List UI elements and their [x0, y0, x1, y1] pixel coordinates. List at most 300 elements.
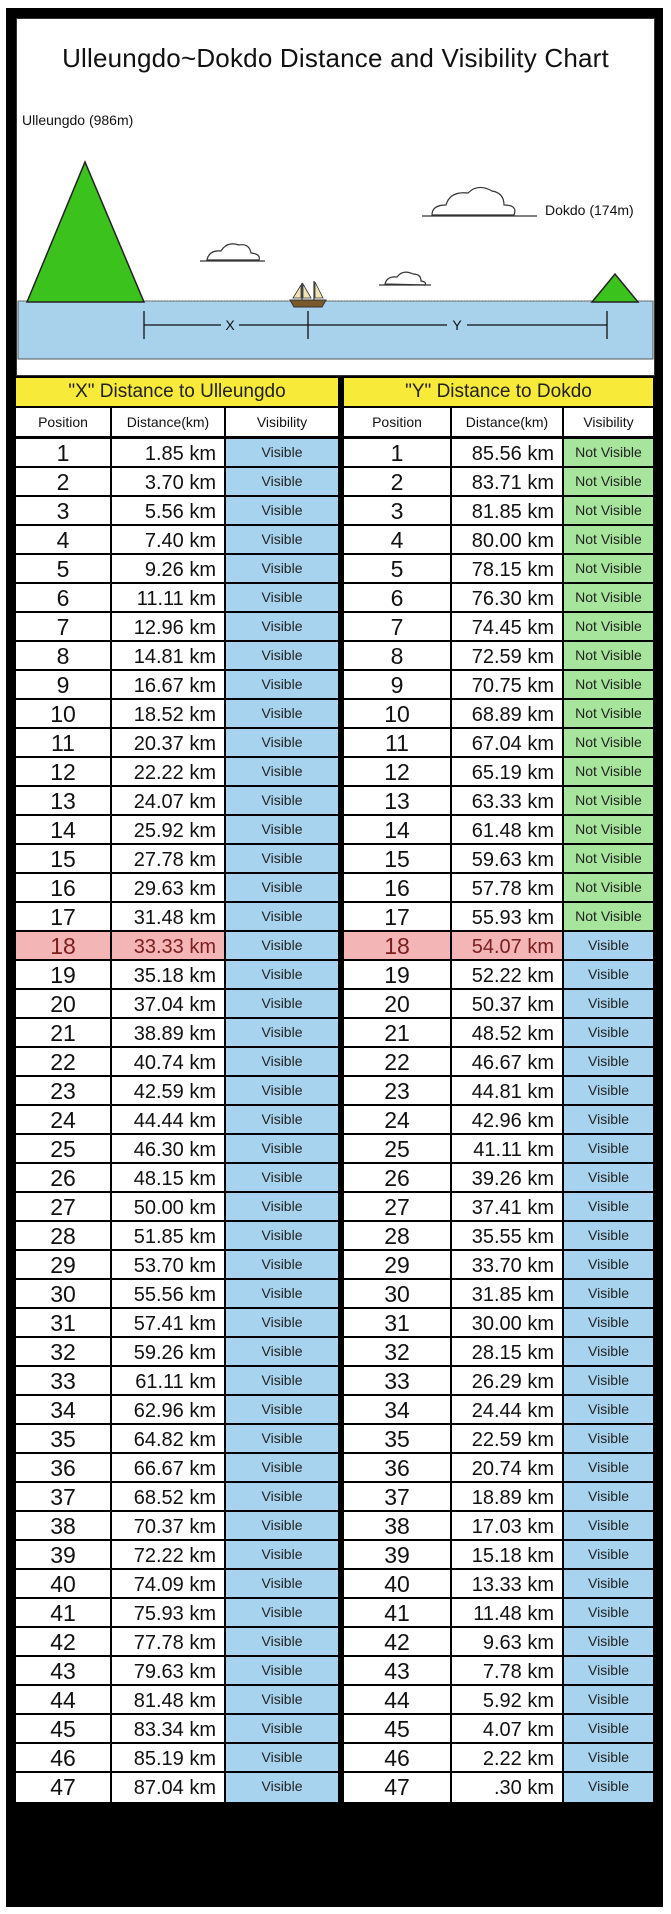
distance-cell: 11.48 km: [452, 1599, 564, 1626]
position-cell: 43: [344, 1657, 452, 1684]
distance-cell: 52.22 km: [452, 961, 564, 988]
table-row: [344, 845, 653, 874]
visibility-badge: Not Visible: [564, 903, 653, 930]
position-cell: 38: [344, 1512, 452, 1539]
visibility-badge: Visible: [226, 932, 338, 959]
position-cell: 29: [344, 1251, 452, 1278]
position-cell: 33: [16, 1367, 112, 1394]
position-cell: 17: [16, 903, 112, 930]
position-cell: 29: [16, 1251, 112, 1278]
distance-cell: 22.59 km: [452, 1425, 564, 1452]
table-row: [344, 729, 653, 758]
distance-cell: 24.07 km: [112, 787, 226, 814]
distance-cell: 61.11 km: [112, 1367, 226, 1394]
position-cell: 3: [344, 497, 452, 524]
ulleungdo-label: Ulleungdo (986m): [22, 112, 134, 128]
table-row: [344, 1135, 653, 1164]
position-cell: 5: [344, 555, 452, 582]
table-row: [16, 1657, 338, 1686]
table-row: [344, 1077, 653, 1106]
position-cell: 32: [344, 1338, 452, 1365]
position-cell: 25: [344, 1135, 452, 1162]
table-row: [344, 1715, 653, 1744]
table-y: [344, 378, 653, 1802]
position-cell: 4: [16, 526, 112, 553]
position-cell: 34: [16, 1396, 112, 1423]
visibility-badge: Not Visible: [564, 613, 653, 640]
table-row: [16, 932, 338, 961]
table-row: [344, 468, 653, 497]
visibility-badge: Visible: [226, 1135, 338, 1162]
position-cell: 25: [16, 1135, 112, 1162]
position-cell: 46: [16, 1744, 112, 1771]
visibility-badge: Visible: [226, 1396, 338, 1423]
distance-cell: 13.33 km: [452, 1570, 564, 1597]
visibility-badge: Visible: [564, 1512, 653, 1539]
visibility-badge: Visible: [564, 1541, 653, 1568]
position-cell: 21: [16, 1019, 112, 1046]
visibility-badge: Not Visible: [564, 758, 653, 785]
distance-cell: 35.55 km: [452, 1222, 564, 1249]
position-cell: 45: [344, 1715, 452, 1742]
position-cell: 6: [344, 584, 452, 611]
visibility-badge: Visible: [226, 642, 338, 669]
position-cell: 27: [16, 1193, 112, 1220]
visibility-badge: Visible: [226, 816, 338, 843]
table-row: [16, 1686, 338, 1715]
table-x: [16, 378, 338, 1802]
table-row: [16, 555, 338, 584]
position-cell: 20: [16, 990, 112, 1017]
distance-cell: 1.85 km: [112, 439, 226, 466]
table-row: [16, 990, 338, 1019]
visibility-badge: Visible: [226, 1425, 338, 1452]
table-row: [16, 1425, 338, 1454]
visibility-badge: Visible: [564, 1686, 653, 1713]
position-cell: 15: [344, 845, 452, 872]
visibility-badge: Visible: [564, 1773, 653, 1802]
position-cell: 27: [344, 1193, 452, 1220]
distance-cell: 18.52 km: [112, 700, 226, 727]
visibility-badge: Visible: [226, 1570, 338, 1597]
table-row: [344, 1309, 653, 1338]
visibility-badge: Visible: [564, 1396, 653, 1423]
table-row: [344, 1686, 653, 1715]
distance-cell: 41.11 km: [452, 1135, 564, 1162]
distance-cell: 57.78 km: [452, 874, 564, 901]
position-cell: 33: [344, 1367, 452, 1394]
table-row: [344, 1773, 653, 1802]
visibility-badge: Visible: [226, 497, 338, 524]
visibility-badge: Visible: [564, 1744, 653, 1771]
position-cell: 3: [16, 497, 112, 524]
distance-cell: 33.70 km: [452, 1251, 564, 1278]
visibility-badge: Visible: [564, 932, 653, 959]
distance-cell: 4.07 km: [452, 1715, 564, 1742]
position-cell: 15: [16, 845, 112, 872]
position-cell: 22: [16, 1048, 112, 1075]
visibility-badge: Visible: [226, 1744, 338, 1771]
table-row: [16, 671, 338, 700]
position-cell: 7: [344, 613, 452, 640]
table-row: [16, 787, 338, 816]
visibility-badge: Visible: [226, 1367, 338, 1394]
position-cell: 1: [344, 439, 452, 466]
visibility-badge: Visible: [564, 1570, 653, 1597]
visibility-badge: Visible: [564, 990, 653, 1017]
table-row: [344, 1541, 653, 1570]
position-cell: 7: [16, 613, 112, 640]
table-row: [16, 1773, 338, 1802]
table-row: [16, 497, 338, 526]
table-row: [16, 700, 338, 729]
position-cell: 40: [16, 1570, 112, 1597]
distance-cell: 15.18 km: [452, 1541, 564, 1568]
visibility-badge: Visible: [226, 1657, 338, 1684]
table-row: [344, 439, 653, 468]
distance-cell: 39.26 km: [452, 1164, 564, 1191]
table-row: [344, 1251, 653, 1280]
position-cell: 32: [16, 1338, 112, 1365]
visibility-badge: Not Visible: [564, 845, 653, 872]
dokdo-label: Dokdo (174m): [545, 202, 634, 218]
visibility-badge: Visible: [564, 1280, 653, 1307]
visibility-badge: Visible: [226, 1483, 338, 1510]
visibility-badge: Not Visible: [564, 584, 653, 611]
header-visibility: Visibility: [256, 414, 308, 430]
distance-cell: 67.04 km: [452, 729, 564, 756]
table-row: [344, 1338, 653, 1367]
visibility-badge: Visible: [226, 729, 338, 756]
table-row: [16, 1019, 338, 1048]
distance-cell: 50.37 km: [452, 990, 564, 1017]
distance-cell: 2.22 km: [452, 1744, 564, 1771]
distance-cell: 5.92 km: [452, 1686, 564, 1713]
x-label: X: [225, 317, 235, 333]
distance-cell: 76.30 km: [452, 584, 564, 611]
table-row: [16, 1135, 338, 1164]
table-row: [344, 1628, 653, 1657]
position-cell: 2: [344, 468, 452, 495]
position-cell: 2: [16, 468, 112, 495]
table-row: [16, 816, 338, 845]
distance-cell: 37.41 km: [452, 1193, 564, 1220]
position-cell: 35: [16, 1425, 112, 1452]
distance-cell: 78.15 km: [452, 555, 564, 582]
position-cell: 26: [344, 1164, 452, 1191]
table-row: [16, 526, 338, 555]
visibility-badge: Visible: [226, 1454, 338, 1481]
header-distance: Distance(km): [112, 408, 226, 436]
visibility-badge: Not Visible: [564, 729, 653, 756]
distance-cell: 48.15 km: [112, 1164, 226, 1191]
position-cell: 30: [344, 1280, 452, 1307]
table-row: [16, 1338, 338, 1367]
distance-cell: 74.45 km: [452, 613, 564, 640]
distance-cell: 16.67 km: [112, 671, 226, 698]
table-row: [16, 613, 338, 642]
visibility-badge: Not Visible: [564, 874, 653, 901]
distance-cell: 64.82 km: [112, 1425, 226, 1452]
position-cell: 24: [344, 1106, 452, 1133]
header-distance: Distance(km): [452, 408, 564, 436]
position-cell: 47: [344, 1773, 452, 1802]
distance-cell: 5.56 km: [112, 497, 226, 524]
visibility-badge: Visible: [226, 671, 338, 698]
distance-cell: 42.59 km: [112, 1077, 226, 1104]
visibility-badge: Visible: [226, 1599, 338, 1626]
distance-cell: 81.48 km: [112, 1686, 226, 1713]
visibility-badge: Visible: [564, 1106, 653, 1133]
visibility-badge: Not Visible: [564, 439, 653, 466]
distance-cell: 85.19 km: [112, 1744, 226, 1771]
table-row: [16, 1048, 338, 1077]
distance-cell: 22.22 km: [112, 758, 226, 785]
distance-cell: 54.07 km: [452, 932, 564, 959]
table-row: [16, 1744, 338, 1773]
visibility-badge: Visible: [226, 526, 338, 553]
visibility-badge: Not Visible: [564, 468, 653, 495]
distance-cell: 77.78 km: [112, 1628, 226, 1655]
visibility-badge: Visible: [226, 700, 338, 727]
visibility-badge: Visible: [226, 990, 338, 1017]
distance-cell: 50.00 km: [112, 1193, 226, 1220]
table-row: [344, 1512, 653, 1541]
position-cell: 30: [16, 1280, 112, 1307]
table-row: [344, 584, 653, 613]
distance-cell: 68.52 km: [112, 1483, 226, 1510]
position-cell: 45: [16, 1715, 112, 1742]
table-row: [344, 961, 653, 990]
visibility-badge: Visible: [564, 1599, 653, 1626]
position-cell: 12: [344, 758, 452, 785]
table-y-title: "Y" Distance to Dokdo: [344, 378, 653, 408]
table-row: [344, 700, 653, 729]
distance-cell: 81.85 km: [452, 497, 564, 524]
table-row: [344, 497, 653, 526]
distance-cell: 72.22 km: [112, 1541, 226, 1568]
distance-cell: 3.70 km: [112, 468, 226, 495]
distance-cell: 11.11 km: [112, 584, 226, 611]
position-cell: 8: [344, 642, 452, 669]
distance-cell: 46.30 km: [112, 1135, 226, 1162]
position-cell: 39: [344, 1541, 452, 1568]
visibility-badge: Visible: [226, 613, 338, 640]
distance-cell: 83.34 km: [112, 1715, 226, 1742]
distance-cell: 7.78 km: [452, 1657, 564, 1684]
table-row: [344, 642, 653, 671]
position-cell: 19: [344, 961, 452, 988]
visibility-badge: Visible: [226, 1280, 338, 1307]
position-cell: 17: [344, 903, 452, 930]
table-row: [16, 1599, 338, 1628]
position-cell: 8: [16, 642, 112, 669]
distance-cell: 68.89 km: [452, 700, 564, 727]
visibility-badge: Visible: [564, 1019, 653, 1046]
distance-cell: 46.67 km: [452, 1048, 564, 1075]
table-row: [16, 1715, 338, 1744]
visibility-badge: Not Visible: [564, 787, 653, 814]
distance-cell: 59.63 km: [452, 845, 564, 872]
table-row: [16, 1164, 338, 1193]
position-cell: 20: [344, 990, 452, 1017]
position-cell: 21: [344, 1019, 452, 1046]
position-cell: 9: [16, 671, 112, 698]
table-row: [16, 1222, 338, 1251]
distance-cell: 79.63 km: [112, 1657, 226, 1684]
distance-cell: 33.33 km: [112, 932, 226, 959]
visibility-badge: Not Visible: [564, 555, 653, 582]
table-row: [16, 1251, 338, 1280]
position-cell: 36: [16, 1454, 112, 1481]
dokdo-island: [592, 274, 638, 302]
position-cell: 11: [16, 729, 112, 756]
table-row: [16, 1106, 338, 1135]
position-cell: 10: [16, 700, 112, 727]
position-cell: 41: [16, 1599, 112, 1626]
sea: [18, 301, 653, 359]
table-row: [16, 1396, 338, 1425]
table-row: [344, 816, 653, 845]
distance-cell: 55.93 km: [452, 903, 564, 930]
visibility-badge: Visible: [226, 1106, 338, 1133]
table-row: [344, 1193, 653, 1222]
position-cell: 41: [344, 1599, 452, 1626]
distance-cell: 63.33 km: [452, 787, 564, 814]
distance-cell: 59.26 km: [112, 1338, 226, 1365]
position-cell: 46: [344, 1744, 452, 1771]
distance-cell: 26.29 km: [452, 1367, 564, 1394]
visibility-badge: Visible: [226, 1512, 338, 1539]
visibility-badge: Visible: [564, 1251, 653, 1278]
visibility-badge: Visible: [226, 1251, 338, 1278]
position-cell: 36: [344, 1454, 452, 1481]
visibility-badge: Visible: [564, 1135, 653, 1162]
visibility-badge: Visible: [226, 903, 338, 930]
distance-cell: 40.74 km: [112, 1048, 226, 1075]
distance-cell: 20.74 km: [452, 1454, 564, 1481]
table-row: [344, 1280, 653, 1309]
distance-cell: 70.75 km: [452, 671, 564, 698]
distance-cell: 24.44 km: [452, 1396, 564, 1423]
distance-cell: 38.89 km: [112, 1019, 226, 1046]
diagram-title: Ulleungdo~Dokdo Distance and Visibility Chart: [62, 43, 609, 73]
position-cell: 22: [344, 1048, 452, 1075]
table-row: [344, 1744, 653, 1773]
position-cell: 13: [344, 787, 452, 814]
position-cell: 26: [16, 1164, 112, 1191]
table-row: [16, 1367, 338, 1396]
table-row: [344, 1657, 653, 1686]
distance-cell: 51.85 km: [112, 1222, 226, 1249]
chart-frame: [6, 8, 663, 1907]
position-cell: 19: [16, 961, 112, 988]
visibility-badge: Visible: [226, 1077, 338, 1104]
table-row: [344, 671, 653, 700]
table-row: [344, 555, 653, 584]
distance-cell: 37.04 km: [112, 990, 226, 1017]
visibility-badge: Visible: [226, 787, 338, 814]
position-cell: 16: [344, 874, 452, 901]
table-row: [16, 903, 338, 932]
visibility-badge: Visible: [226, 1019, 338, 1046]
position-cell: 6: [16, 584, 112, 611]
table-row: [16, 1077, 338, 1106]
position-cell: 10: [344, 700, 452, 727]
position-cell: 40: [344, 1570, 452, 1597]
table-x-header: [16, 408, 338, 439]
header-visibility: Visibility: [583, 414, 634, 430]
position-cell: 23: [344, 1077, 452, 1104]
visibility-badge: Visible: [226, 1628, 338, 1655]
distance-cell: 18.89 km: [452, 1483, 564, 1510]
distance-cell: 12.96 km: [112, 613, 226, 640]
table-row: [16, 1309, 338, 1338]
visibility-badge: Visible: [564, 1048, 653, 1075]
table-row: [16, 1541, 338, 1570]
distance-cell: 48.52 km: [452, 1019, 564, 1046]
position-cell: 16: [16, 874, 112, 901]
position-cell: 9: [344, 671, 452, 698]
visibility-badge: Visible: [226, 874, 338, 901]
distance-cell: 20.37 km: [112, 729, 226, 756]
position-cell: 13: [16, 787, 112, 814]
table-row: [344, 1599, 653, 1628]
position-cell: 34: [344, 1396, 452, 1423]
table-row: [16, 729, 338, 758]
distance-cell: 44.44 km: [112, 1106, 226, 1133]
position-cell: 38: [16, 1512, 112, 1539]
distance-cell: 65.19 km: [452, 758, 564, 785]
visibility-badge: Visible: [226, 1164, 338, 1191]
distance-cell: 9.26 km: [112, 555, 226, 582]
position-cell: 37: [344, 1483, 452, 1510]
table-row: [16, 584, 338, 613]
table-x-title: "X" Distance to Ulleungdo: [16, 378, 338, 408]
visibility-badge: Visible: [564, 1309, 653, 1336]
visibility-badge: Visible: [564, 1164, 653, 1191]
table-row: [344, 874, 653, 903]
distance-cell: 30.00 km: [452, 1309, 564, 1336]
distance-diagram: [16, 18, 655, 376]
table-row: [16, 439, 338, 468]
position-cell: 42: [344, 1628, 452, 1655]
position-cell: 44: [344, 1686, 452, 1713]
table-row: [16, 1628, 338, 1657]
position-cell: 12: [16, 758, 112, 785]
distance-cell: 27.78 km: [112, 845, 226, 872]
visibility-badge: Visible: [564, 1338, 653, 1365]
distance-cell: 29.63 km: [112, 874, 226, 901]
position-cell: 31: [16, 1309, 112, 1336]
table-row: [16, 1483, 338, 1512]
ship-icon: [290, 281, 326, 307]
table-row: [344, 758, 653, 787]
table-row: [16, 961, 338, 990]
distance-cell: 85.56 km: [452, 439, 564, 466]
header-position: Position: [16, 408, 112, 436]
distance-cell: 7.40 km: [112, 526, 226, 553]
header-position: Position: [344, 408, 452, 436]
position-cell: 47: [16, 1773, 112, 1802]
visibility-badge: Visible: [226, 1541, 338, 1568]
position-cell: 18: [16, 932, 112, 959]
visibility-badge: Visible: [564, 1077, 653, 1104]
cloud-icon: [200, 244, 265, 261]
distance-cell: 53.70 km: [112, 1251, 226, 1278]
position-cell: 28: [16, 1222, 112, 1249]
table-row: [344, 990, 653, 1019]
